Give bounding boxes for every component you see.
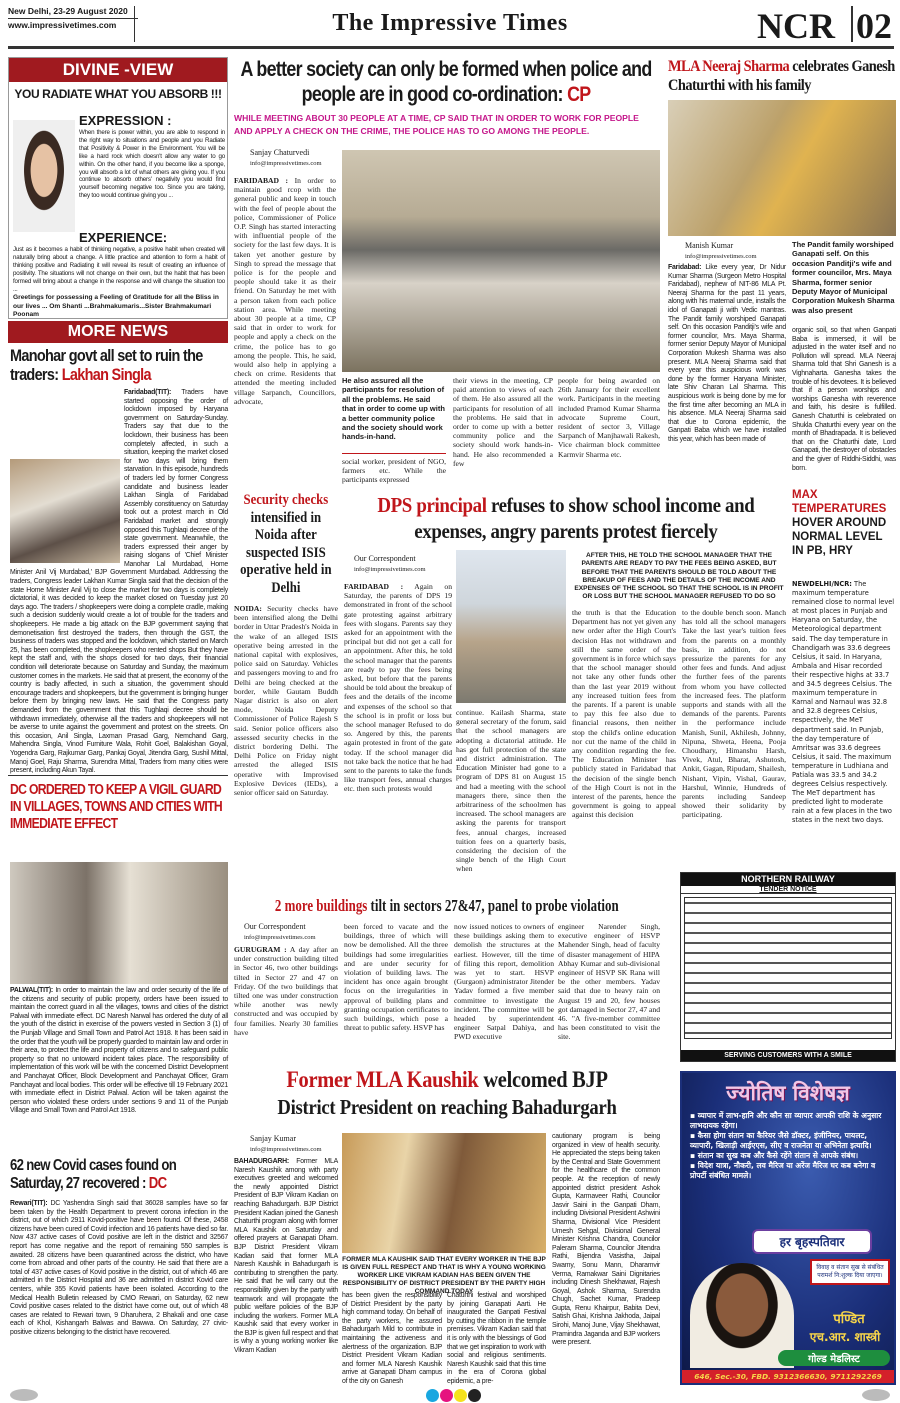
kaushik-col-2: has been given the responsibility of District President by the party high command today. On behalf of the party workers, he assured Bahadurgarh Mild to contribute in maintaining the activeness and alertness of the organization. BJP District President Vikram Kadian and former MLA Naresh Kaushik arrive at Ganapati Dham campus of the city on Ganesh: [342, 1292, 442, 1385]
buildings-col-2: been forced to vacate and the buildings, three of which will now be demolished. All the three buildings had some irregularities and are under security for violation of building laws. The incident has once again brought focus on the irregularities in approval of building plans and granting occupation certificates to such buildings, which pose a threat to public safety. HSVP has: [344, 922, 448, 1033]
dateline-lead: FARIDABAD :: [344, 582, 404, 591]
protest-photo: [10, 459, 120, 563]
headline-highlight: MLA Neeraj Sharma: [668, 58, 790, 75]
kaushik-col-4: cautionary program is being organized in view of health security. He appreciated the steps being taken by the Central and State Government for the healthcare of the common people. At the reception of newly appointed district president Ashok Gupta, Karmaveer Rathi, Councilor Jasvir Saini in the Ganpati Dham, including Divisional President Ashwini Sharma, Divisional Vice President Umesh Sehgal, Divisional General Minister Krishna Chandra, Councilor Paleram Sharma, Councilor Jitendra Rathi, Bijendra Vasistha, Jaipal Swamy, Sonu Mann, Dharamvir Verma, Ramakwar Saini Dignitaries including Dinesh Shekhawat, Rajesh Goyal, Ashok Sharma, Surendra Chugh, Sachet Kumar, Pradeep Gupta, Renu Khairpur, Babita Devi, Satish Ghai, Krishna Jakhoda, Jaipal Sirohi, Manoj June, Vijay Shekhawat, Pramindra Jaganda and BJP workers were present.: [552, 1133, 660, 1347]
dc-body: [10, 987, 228, 1153]
author-email: info@impressivetimes.com: [244, 934, 316, 941]
article-text: In order to maintain good rcop with the general public and keep in touch with the feel of people about the police, Commissioner of Police O.P. Singh has started interacting with influential people of the society for the last few days. It is taken yet another gesture by Singh to spread the message that police is for the people and people should take it as their friend. On Saturday he met with a person taken from each police station area. While meeting about 30 people at a time, CP said that in order to work for people and apply a check on the crime, the police has to go among the people. This, he said, would also help in applying a check on crime. Residents that attended the meeting included village Sarpanch, Councillors, advocate,: [234, 176, 336, 406]
buildings-col-4: engineer Narender Singh, executive engineer of HSVP Mahender Singh, head of faculty of disaster management of HIPA Abhay Kumar and sub-divisional engineer of HSVP SK Rana will be the other members. Yadav said that due to heavy rain on August 19 and 20, few houses got damaged in Sector 27, 47 and 46. "A five-member committee has been constituted to visit the site.: [558, 922, 660, 1042]
author-name: Our Correspondent: [244, 922, 306, 931]
article-text: Traders have started opposing the order of lockdown imposed by Haryana government on Saturday-Sunday. Traders say that due to the lockdown, their business has been completely affected, in such a situation, keeping the market closed for two days will bring them starvation. In this episode, hundreds of traders led by former Congress candidate and business leader Lakhan Singla of Faridabad Assembly constituency on Saturday took out a protest march in Old Faridabad market and strongly opposed this Tughlaqi decree of the state government. Meanwhile, the traders expressed their anger by raising slogans of 'Chief Minister Manohar Lal Murdabad, Home Minister Anil Vij Murdabad,' BJP Government Murdabad. Addressing the traders, Congress leader Lakhan Kumar Singla said that the decision of the state Home Minister Anil Vij to close the market for two days is completely dictatorial, it was decided to keep the market closed on Tuesday just 20 days ago. The traders / shopkeepers were doing a complete cradle, making such a decision suddenly would create a lot of trouble for the traders and shopkeepers. He made a big attack on the BJP government saying that demonetisation first destroyed the traders, then through the GST, the business of traders was stopped and the lockdown, which started on March 25, has been completed, the shopkeepers who rented shops But they have kept the staff and, with the shops closed for two days, their financial condition will deteriorate because on Saturday and Sunday, the maximum customer comes in the markets. He said that at present, the economy of the country is badly affected, in such a situation, the government should encourage traders and shopkeepers, but the government is bringing hunger before them by bringing new laws. He said that the Congress party demanded from the government that this Tughlaqi decree should be withdrawn immediately, otherwise all the traders and shopkeepers will not be averse to unite against the government and protest on the streets. On this occasion, Anil Singla, Laxman Prasad Garg, Nemchand Garg, Mahendra Singla, Vinod Furniture Wala, Rohit Goel, Balakishan Goyal, Yogendra Garg, Rajkumar Garg, Pankaj Goyal, Jitendra Garg, Sushil Mittal, Manoj Goel, Raju Sharma, Surendra Mittal, Traders from many cities were present, including Akun Tayal.: [10, 389, 228, 775]
author-name: Sanjay Chaturvedi: [250, 148, 310, 157]
dps-col-2: continue. Kailash Sharma, state general secretary of the forum, said that the school managers are adopting a dictatorial attitude. He has got full protection of the state and district administration. The Education Minister had gone to a program of DPS 81 on August 15 and had a meeting with the school managers there, since then the arbitrariness of the schoolmen has increased. The school managers are asking the parents for transport fees, annual charges, increased tuition fees on a quarterly basis, considering the decision of the single bench of the High Court when: [456, 708, 566, 874]
dps-byline: [354, 553, 454, 575]
ad-badge: गोल्ड मेडलिस्ट: [778, 1350, 890, 1366]
headline-part: Manohar govt all set to ruin the traders:: [10, 346, 203, 384]
ad-title: ज्योतिष विशेषज्ञ: [726, 1081, 850, 1105]
tender-notice: [680, 872, 896, 1062]
covid-headline: [10, 1157, 228, 1193]
tender-title: TENDER NOTICE: [681, 886, 895, 894]
newspaper-title: The Impressive Times: [332, 10, 568, 36]
ad-point: ▪ विदेश यात्रा, नौकरी, लव मैरिज या अरेंज मैरिज घर कब बनेगा व प्रोपर्टी संबंधित मामले।: [690, 1161, 876, 1180]
headline-part: HOVER AROUND NORMAL LEVEL IN PB, HRY: [792, 517, 887, 557]
cp-headline: [234, 57, 658, 107]
mla-byline: [685, 240, 785, 262]
dateline-lead: FARIDABAD :: [234, 176, 289, 185]
dateline-lead: GURUGRAM :: [234, 945, 287, 954]
divine-heading: YOU RADIATE WHAT YOU ABSORB !!!: [14, 87, 222, 101]
experience-text: Just as it becomes a habit of thinking negative, a positive habit when created will naturally bring about a change. A little practice and attention to form a habit of thinking positive and Radiating it will reveal its result of creating an influence of positivity. The situations will not change on their own, but the habit that has been formed will bring about a change in the response and will change the situation too ...: [13, 246, 225, 293]
more-news-banner: MORE NEWS: [8, 321, 228, 343]
divine-greeting: Greetings for possessing a Feeling of Gratitude for all the Bliss in our lives ... Om Shanti ...Brahmakumaris...Sister Brahmakumari Poonam: [13, 294, 219, 319]
author-email: info@impressivetimes.com: [250, 160, 322, 167]
dateline-lead: Faridabad(TIT):: [124, 389, 172, 396]
buildings-col-1: [234, 945, 338, 1065]
astrology-ad: [680, 1071, 896, 1385]
headline-highlight: Lakhan Singla: [61, 365, 151, 384]
article-text: Security checks have been intensified along the Delhi border in Uttar Pradesh's Noida in the wake of an alleged ISIS operative being arrested in the national capital with explosives, police said on Saturday. Vehicles and passengers moving to and fro Delhi are being checked at the border, while Gautam Buddh Nagar district is also on alert mode, Noida Deputy Commissioner of Police Rajesh S said. Senior police officers also assessed security checks in the district bordering Delhi. The Delhi Police on Friday night arrested the alleged ISIS operative with Improvised Explosive Devices (IEDs), a senior officer said on Saturday.: [234, 604, 338, 798]
tender-table: [684, 897, 892, 1039]
headline-part: intensified in Noida after suspected ISIS operative held in Delhi: [240, 509, 332, 596]
headline-highlight: Security checks: [243, 492, 329, 508]
experience-title: EXPERIENCE:: [79, 230, 168, 245]
expression-title: EXPRESSION :: [79, 113, 172, 128]
registration-mark-left: [10, 1389, 38, 1401]
ad-point: ▪ कैसा होगा संतान का कैरियर जैसे डॉक्टर, इंजीनियर, पायलट, व्यापारी, खिलाड़ी आईएएस, सीए व राजनेता या अभिनेता इत्यादि।: [690, 1131, 872, 1150]
mla-col-2: organic soil, so that when Ganpati Baba is immersed, it will be adjusted in the water itself and no Pollution will spread. MLA Neeraj Sharma told that Shri Ganesh is a Vighnaharta. Ganesha takes the trouble of his devotees. It is believed that if a person worships and worships Ganesha with reverence and faith, his desire is fulfilled. Ganesh Chaturthi is celebrated on Shukla Chaturthi every year on the month of Bhadrapada. It is believed that on the Chaturthi date, Lord Ganapati, the destroyer of obstacles and the giver of Riddhi-Siddhi, was born.: [792, 327, 896, 472]
ganesh-photo: [668, 100, 896, 236]
headline-highlight: DC: [148, 1175, 167, 1192]
kaushik-col-3: Chaturthi festival and worshiped by joining Ganapati Aarti. He inaugurated the Ganpati Festival by cutting the ribbon in the temple premises. Vikram Kadian said that it is only with the blessings of God that we get inspiration to work with social and religious sentiments. Naresh Kaushik said that this time in the era of Corona global epidemic, a pre-: [447, 1292, 546, 1385]
dps-col-3: the truth is that the Education Department has not yet given any new order after the High Court's decision Has not withdrawn and still the same order of the government is in force which says that the school manager should not take any other funds other than the last year 2019 without any increased tuition fees from the parents. If a parent is unable to pay this fee also due to financial reasons, then neither stop the child's online education nor cut the name of the child in any condition regarding the fee. The Education Minister has publicly stated in Faridabad that the decision of the single bench of the High Court is not in the interest of the parents, hence the government is going to appeal against this decision: [572, 608, 676, 820]
ad-day: हर बृहस्पतिवार: [752, 1229, 872, 1254]
author-email: info@impressivetimes.com: [354, 566, 426, 573]
dateline: New Delhi, 23-29 August 2020: [8, 6, 138, 19]
tender-org: NORTHERN RAILWAY: [681, 873, 895, 886]
police-meeting-photo: [342, 150, 660, 372]
article-text: The maximum temperature remained close to normal level at most places in Punjab and Haryana on Saturday, the Meteorological department said. The day temperature in Chandigarh was 33.6 degrees Celsius, it said. In Haryana, Ambala and Hisar recorded their respective highs at 33.7 and 34.5 degrees Celsius. The maximum temperature in Karnal and Narnaul was 32.8 and 32.8 degrees Celsius, respectively, the MeT department said. In Punjab, the day temperature of Amritsar was 33.6 degrees Celsius, it said. The maximum temperature in Ludhiana and Patiala was 33.5 and 34.2 degrees Celsius respectively. The MeT department has predicted light to moderate rain at a few places in the two states in the next two days.: [792, 580, 895, 825]
dps-headline: [344, 492, 788, 544]
ad-point: ▪ संतान का सुख कब और कैसे रहेंगे संतान से आपके संबंध।: [690, 1151, 859, 1160]
author-name: Sanjay Kumar: [250, 1134, 296, 1143]
expression-text: When there is power within, you are able to respond in the right way to situations and people and you Radiate that Positivity & Power in the Environment. You will be like a hard rock which doesn't allow any water to go within. On the other hand, if you become like a sponge, you will absorb a lot of what others are giving you. If you continue to absorb others' negativity you would find yourself becoming negative too. Since you are taking, they too would continue giving you ...: [79, 129, 225, 200]
dps-col-1: [344, 582, 452, 890]
article-text: DC Yashendra Singh said that 36028 samples have so far been taken by the Health Department to prevent corona infection in the district, out of which 2911 Kovid-positive have been found. Of these, 2458 citizens have been cured of Covid infection and 16 patients have died so far. Now 437 active cases of Covid positive are left in the district and 32567 report has come negative and the report of remaining 550 samples is awaited. 28 citizens have been quarantined across the district, who have come from abroad and other parts of the country. He said that there are a total of 437 active cases of Kovid positive in the district, out of which 46 are admitted in the District Hospital and 36 are admitted in district Kovid care centers, while 355 Kovid patients have been isolated. According to the Medical Health Bulletin released by CMO Rewari, on Saturday, 62 new Covid positive cases related to the district have come out, out of which 48 cases are related to Rewari town, 9 Dharuhera, 2 Bhakali and one case each of Khol, Kishangarh Balwas and Bawwa. On Saturday, 27 civic-positive citizens belonging to the district have recovered.: [10, 1200, 228, 1336]
mla-headline: [668, 57, 896, 95]
registration-mark-right: [862, 1389, 890, 1401]
headline-part: celebrates Ganesh Chaturthi with his family: [668, 58, 895, 94]
section-label: NCR: [757, 6, 835, 46]
headline-part: refuses to show school income and expenses, angry parents protest fiercely: [414, 493, 755, 543]
ad-name-2: एच.आर. शास्त्री: [809, 1330, 881, 1344]
dateline-lead: Rewari(TIT):: [10, 1200, 48, 1207]
headline-highlight: CP: [567, 83, 591, 106]
buildings-headline: [234, 894, 660, 918]
article-text: Again on Saturday, the parents of DPS 19 demonstrated in front of the school gate protesting against arbitrary fees with slogans. Parents say they asked for an appointment with the principal but did not get a call for an appointment. After this, he told the school manager that the parents are ready to pay the fees being asked, but before that the parents should be told about the breakup of fees and the details of the income and expenses of the school so that the school is in profit or loss but the school manager Refused to do so. Angered by this, the parents again protested in front of the gate today. If the school manager did not take back the notice that he had sent to the parents to take the funds like transport fees, annual charges etc. then such protests would: [344, 582, 452, 794]
dps-school-photo: [456, 550, 566, 703]
temp-headline: [792, 488, 896, 558]
dateline-lead: NOIDA:: [234, 604, 262, 613]
article-text: In order to maintain the law and order security of the life of the citizens and security of public property, orders have been issued to maintain the correct guard in all the villages, towns and cities of the district Palwal with immediate effect. DC Naresh Narwal has ordered the duty of all the youth of the district in exercise of the powers vested in Section 3 (1) of the Punjab Village and Small Town and Patrol Act 1918. It has been said in the order that the youth will be properly guarded to maintain law and order in their area, to protect the life and property of citizens and to safeguard public property so that no untoward incident takes place. The responsibility of implementation of this work will be with the concerned District Development and Panchayat Officer, Block Development and Panchayat Officer, Gram Panchayat and local bodies. This order will be effective till 19 February 2021 with immediate effect in District Palwal. Action will be taken against the person who violated these orders under sections 9 and 11 of the Punjab Village and Small Town and Patrol Act 1918.: [10, 987, 228, 1115]
divine-view-banner: DIVINE -VIEW: [9, 58, 227, 82]
mla-photo-caption: The Pandit family worshiped Ganapati self. On this occasion Panditji's wife and former councilor, Mrs. Maya Sharma, former senior Deputy Mayor of Municipal Corporation Mukesh Sharma was also present: [792, 240, 895, 315]
tender-tagline: SERVING CUSTOMERS WITH A SMILE: [681, 1050, 895, 1061]
cp-col-4: people for being awarded on 26th January for their excellent work. Participants in the meeting included Pramod Kumar Sharma advocate Supreme Court, resident of sector 3, Village Sarpanch of Manjhawali Rakesh, Vice chairman block committee Karmvir Sharma etc.: [558, 376, 660, 459]
article-text: A day after an under construction building tilted in Sector 46, two other buildings tilted in Sector 27 and 47 on Friday. Of the two buildings that tilted one was under construction while another was newly constructed and was occupied by four families. Nearly 30 families have: [234, 945, 338, 1037]
cmyk-marks: [426, 1389, 482, 1402]
headline-highlight: Former MLA Kaushik: [286, 1067, 479, 1092]
cp-col-3: their views in the meeting, CP paid attention to views of each of them. He also assured all the participants for resolution of all the problems. He said that in order to come up with a better community police and the society should work hands-in-hand. He also recommended a few: [453, 376, 553, 468]
headline-part: A better society can only be formed when police and people are in good co-ordination:: [240, 58, 652, 106]
cp-byline: [250, 147, 340, 169]
headline-highlight: DPS principal: [377, 493, 487, 517]
kaushik-headline: [234, 1066, 660, 1120]
ad-note: विवाह व संतान सुख से संबंधित परामर्श नि:शुल्क दिया जाएगा।: [810, 1259, 890, 1285]
mla-col-1: [668, 264, 786, 506]
website[interactable]: www.impressivetimes.com: [8, 20, 117, 30]
pandit-photo: [690, 1263, 794, 1368]
manohar-body: [10, 389, 228, 775]
ad-address: 646, Sec.-30, FBD. 9312366630, 9711292269: [682, 1370, 894, 1383]
dc-photo: [10, 862, 228, 984]
ad-point: ▪ व्यापार में लाभ-हानि और कौन सा व्यापार आपकी राशि के अनुसार लाभदायक रहेगा।: [690, 1111, 882, 1130]
headline-part: 62 new Covid cases found on Saturday, 27 recovered :: [10, 1157, 177, 1192]
divine-view-box: [8, 57, 228, 319]
cp-photo-caption: He also assured all the participants for resolution of all the problems. He said that in order to come up with a better community police and the society should work hands-in-hand.: [342, 376, 446, 454]
manohar-headline: [10, 346, 228, 384]
dps-deck: AFTER THIS, HE TOLD THE SCHOOL MANAGER THAT THE PARENTS ARE READY TO PAY THE FEES BEING ASKED, BUT BEFORE THAT THE PARENTS SHOULD BE TOLD ABOUT THE BREAKUP OF FEES AND THE DETAILS OF THE INCOME AND EXPENSES OF THE SCHOOL SO THAT THE SCHOOL IS IN PROFIT OR LOSS BUT THE SCHOOL MANAGER REFUSED TO DO SO: [574, 552, 784, 601]
headline-part: District President on reaching Bahadurgarh: [277, 1095, 617, 1119]
headline-highlight: 2 more buildings: [274, 896, 368, 915]
article-text: Like every year, Dr Nidur Kumar Sharma (Surgeon Metro Hospital Faridabad), nephew of NIT-86 MLA Pt. Neeraj Sharma for the past 11 years, along with his maternal uncle, installs the idol of Ganapati ji with Vedic mantras. The Pandit family worshiped Ganapati self. On this occasion Panditji's wife and former councilor, Mrs. Maya Sharma, former senior Deputy Mayor of Municipal Corporation Mukesh Sharma was also present. MLA Neeraj Sharma said that every year this auspicious work was done by the former Haryana Minister, late Shiv Charan Lal Sharma. This auspicious work is being done by me for the first time after becoming an MLA in his absence. MLA Neeraj Sharma said that due to Corona epidemic, the Ganpati Baba which we have installed this year, which has been made of: [668, 264, 787, 443]
dateline-lead: BAHADURGARH:: [234, 1158, 290, 1165]
dateline-lead: NEWDELHI/NCR:: [792, 580, 852, 588]
covid-body: [10, 1200, 228, 1387]
buildings-byline: [244, 921, 340, 943]
author-email: info@impressivetimes.com: [685, 253, 757, 260]
dps-col-4-text: to the double bench soon. Manch has told all the school managers Take the last year's tuition fees from the parents on a monthly basis, in addition, do not pressurize the parents for any other fees and funds. And adjust the further fees of the parents from whom you have collected the increased fees. The platform supports and stands with all the demands of the parents. Parents in the performance include Manish, Sunil, Akhilesh, Johnny, Nipuna, Shweta, Heena, Pooja Choudhary, Himanshu Harsh, Vivek, Atul, Bharat, Ashutosh, Ankit, Gagan, Ripudam, Shailesh, Nishant, Vipin, Vishal, Gaurav, Harshul, Winnie, Hundreds of parents including Sandeep showed their solidarity by participating.: [682, 608, 786, 820]
kaushik-photo-caption: FORMER MLA KAUSHIK SAID THAT EVERY WORKER IN THE BJP IS GIVEN FULL RESPECT AND THAT IS WHY A YOUNG WORKING WORKER LIKE VIKRAM KADIAN HAS BEEN GIVEN THE RESPONSIBILITY OF DISTRICT PRESIDENT BY THE PARTY HIGH COMMAND TODAY: [342, 1256, 546, 1295]
article-text: Former MLA Naresh Kaushik among with party executives greeted and welcomed the newly appointed District President of BJP Vikram Kadian on reaching Bahadurgarh. BJP District President Kadian joined the Ganesh Chaturthi program along with former MLA Kaushik on Saturday and offered prayers at Ganapati Dham. BJP District President Vikram Kadian said that former MLA Naresh Kaushik in Bahadurgarh is contributing to strengthen the party. He said that he will carry out the responsibility given by the party with teamwork and will propagate the public welfare policies of the BJP including the workers. Former MLA Kaushik said that every worker in the BJP is given full respect and that is why a young working worker like Vikram Kadian: [234, 1158, 338, 1355]
kaushik-byline: [250, 1133, 340, 1155]
cp-col-1: [234, 176, 336, 488]
author-email: info@impressivetimes.com: [250, 1146, 322, 1153]
cp-col-2: social worker, president of NGO, farmers etc. While the participants expressed: [342, 457, 446, 485]
temp-body: [792, 580, 896, 825]
ad-name-1: पण्डित: [833, 1312, 865, 1327]
page-number: 02: [856, 6, 892, 46]
noida-body: [234, 604, 338, 890]
kaushik-photo: [342, 1133, 546, 1253]
author-name: Manish Kumar: [685, 241, 734, 250]
author-name: Our Correspondent: [354, 554, 416, 563]
headline-part: welcomed BJP: [478, 1067, 608, 1092]
dateline-lead: PALWAL(TIT):: [10, 987, 54, 994]
kaushik-col-1: [234, 1158, 338, 1388]
noida-headline: [234, 492, 338, 597]
buildings-col-3: now issued notices to owners of these buildings asking them to demolish the structures at the earliest. However, till the time of filing this report, demolition was yet to start. HSVP (Gurgaon) administrator Jitender Yadav formed a five member committee to investigate the incident. The committee will be headed by superintendent engineer Satpal Dahiya, and PWD executive: [454, 922, 554, 1042]
dc-headline: DC ORDERED TO KEEP A VIGIL GUARD IN VILLAGES, TOWNS AND CITIES WITH IMMEDIATE EFFECT: [10, 782, 222, 832]
author-photo: [13, 120, 75, 232]
headline-highlight: MAX TEMPERATURES: [792, 489, 887, 515]
dateline-lead: Faridabad:: [668, 264, 702, 271]
cp-subhead: WHILE MEETING ABOUT 30 PEOPLE AT A TIME, CP SAID THAT IN ORDER TO WORK FOR PEOPLE AND APPLY A CHECK ON THE CRIME, THE POLICE HAS TO GO AMONG THE PEOPLE.: [234, 113, 639, 136]
headline-part: tilt in sectors 27&47, panel to probe violation: [367, 896, 619, 915]
